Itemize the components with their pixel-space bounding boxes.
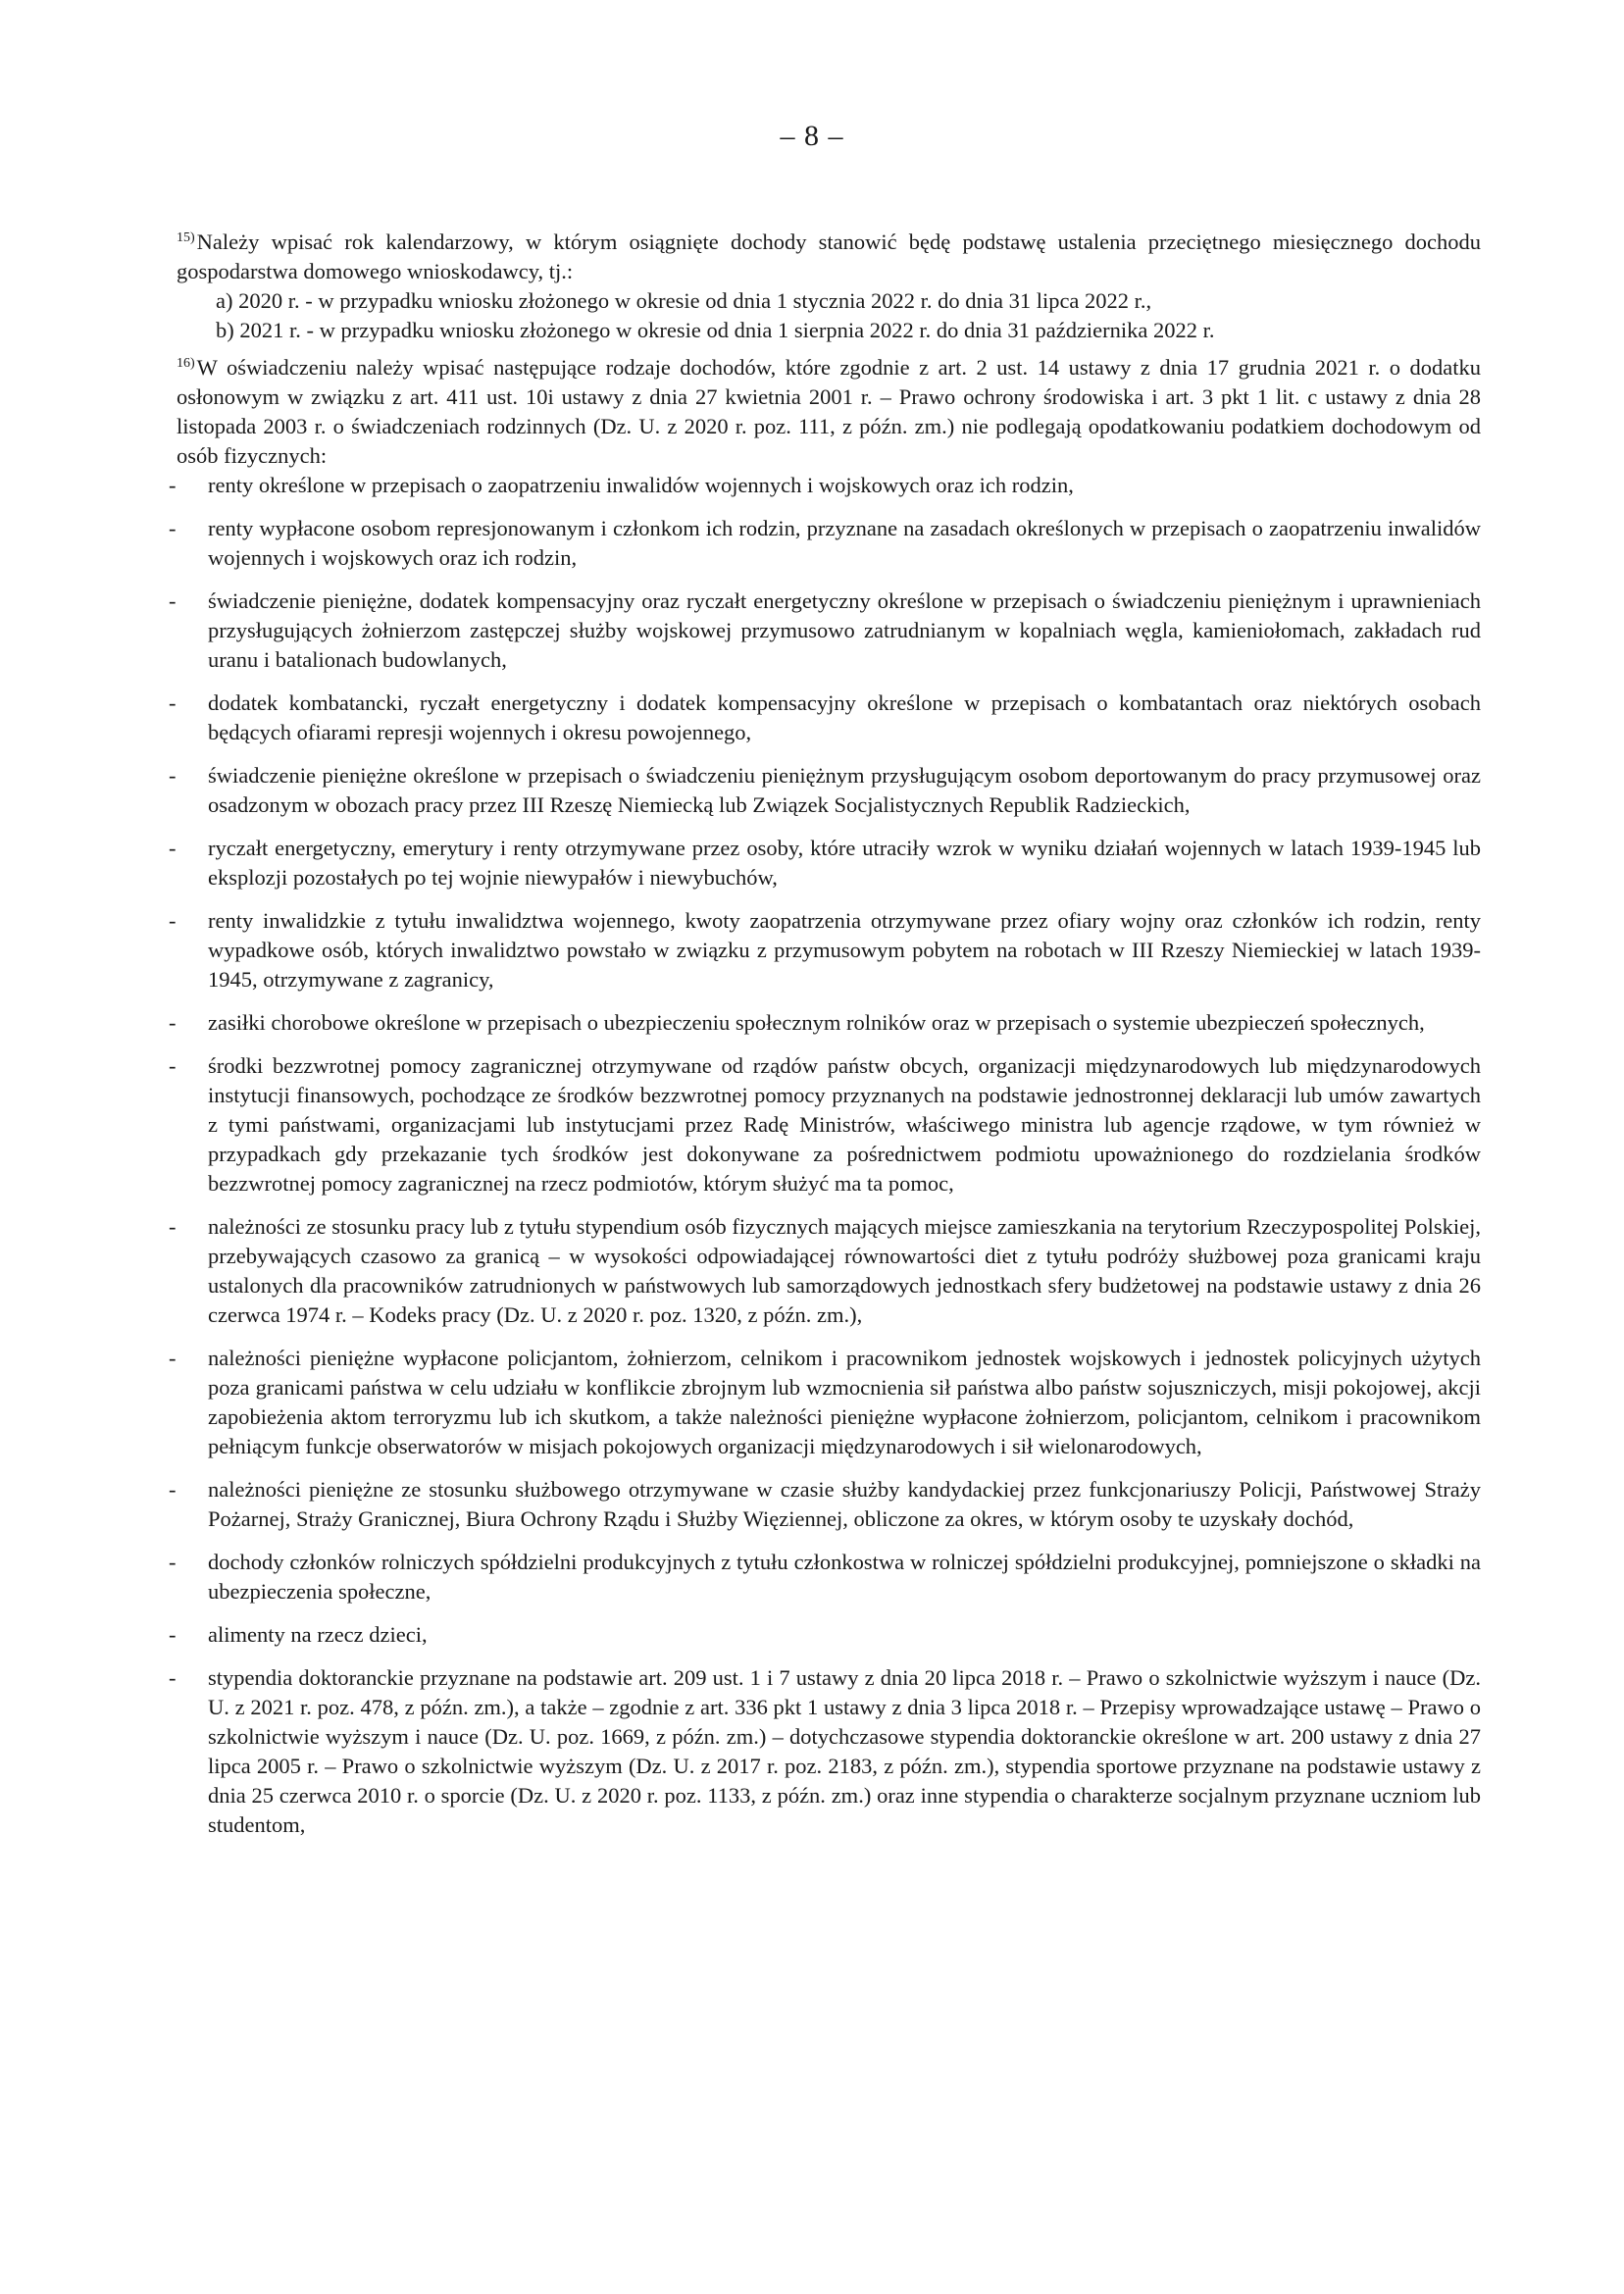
list-item: - ryczałt energetyczny, emerytury i renty otrzymywane przez osoby, które utraciły wzrok w wyniku działań wojennych w latach 1939-1945 lub eksplozji pozostałych po tej wojnie niewypałów i niewybuchów, xyxy=(177,834,1481,892)
list-item: - należności pieniężne wypłacone policjantom, żołnierzom, celnikom i pracownikom jednostek wojskowych i jednostek policyjnych użytych poza granicami państwa w celu udziału w konflikcie zbrojnym lub wzmocnienia sił państwa albo państw sojuszniczych, misji pokojowej, akcji zapobieżenia aktom terroryzmu lub ich skutkom, a także należności pieniężne wypłacone żołnierzom, policjantom, celnikom i pracownikom pełniącym funkcje obserwatorów w misjach pokojowych organizacji międzynarodowych i sił wielonarodowych, xyxy=(177,1344,1481,1461)
page-number: – 8 – xyxy=(780,120,844,152)
footnote-15 xyxy=(177,228,1481,286)
footnote-16 xyxy=(177,353,1481,471)
list-item: - należności pieniężne ze stosunku służbowego otrzymywane w czasie służby kandydackiej przez funkcjonariuszy Policji, Państwowej Straży Pożarnej, Straży Granicznej, Biura Ochrony Rządu i Służby Więziennej, obliczone za okres, w którym osoby te uzyskały dochód, xyxy=(177,1475,1481,1534)
footnote-option: b) 2021 r. - w przypadku wniosku złożonego w okresie od dnia 1 sierpnia 2022 r. do dnia 31 października 2022 r. xyxy=(216,318,1215,342)
footnote-marker: 15) xyxy=(177,230,195,245)
list-item: - dochody członków rolniczych spółdzielni produkcyjnych z tytułu członkostwa w rolniczej spółdzielni produkcyjnej, pomniejszone o składki na ubezpieczenia społeczne, xyxy=(177,1548,1481,1606)
list-item: - dodatek kombatancki, ryczałt energetyczny i dodatek kompensacyjny określone w przepisach o kombatantach oraz niektórych osobach będących ofiarami represji wojennych i okresu powojennego, xyxy=(177,688,1481,747)
footnote-option: a) 2020 r. - w przypadku wniosku złożonego w okresie od dnia 1 stycznia 2022 r. do dnia 31 lipca 2022 r., xyxy=(216,288,1152,313)
footnote-text: W oświadczeniu należy wpisać następujące rodzaje dochodów, które zgodnie z art. 2 ust. 14 ustawy z dnia 17 grudnia 2021 r. o dodatku osłonowym w związku z art. 411 ust. 10i ustawy z dnia 27 kwietnia 2001 r. – Prawo ochrony środowiska i art. 3 pkt 1 lit. c ustawy z dnia 28 listopada 2003 r. o świadczeniach rodzinnych (Dz. U. z 2020 r. poz. 111, z późn. zm.) nie podlegają opodatkowaniu podatkiem dochodowym od osób fizycznych: xyxy=(177,355,1481,468)
income-list xyxy=(177,471,1481,1840)
list-item: - należności ze stosunku pracy lub z tytułu stypendium osób fizycznych mających miejsce zamieszkania na terytorium Rzeczypospolitej Polskiej, przebywających czasowo za granicą – w wysokości odpowiadającej równowartości diet z tytułu podróży służbowej poza granicami kraju ustalonych dla pracowników zatrudnionych w państwowych lub samorządowych jednostkach sfery budżetowej na podstawie ustawy z dnia 26 czerwca 1974 r. – Kodeks pracy (Dz. U. z 2020 r. poz. 1320, z późn. zm.), xyxy=(177,1212,1481,1330)
list-item: - środki bezzwrotnej pomocy zagranicznej otrzymywane od rządów państw obcych, organizacji międzynarodowych lub międzynarodowych instytucji finansowych, pochodzące ze środków bezzwrotnej pomocy przyznanych na podstawie jednostronnej deklaracji lub umów zawartych z tymi państwami, organizacjami lub instytucjami przez Radę Ministrów, właściwego ministra lub agencje rządowe, w tym również w przypadkach gdy przekazanie tych środków jest dokonywane za pośrednictwem podmiotu upoważnionego do rozdzielania środków bezzwrotnej pomocy zagranicznej na rzecz podmiotów, którym służyć ma ta pomoc, xyxy=(177,1051,1481,1198)
list-item: - renty określone w przepisach o zaopatrzeniu inwalidów wojennych i wojskowych oraz ich rodzin, xyxy=(177,471,1481,500)
list-item: - świadczenie pieniężne określone w przepisach o świadczeniu pieniężnym przysługującym osobom deportowanym do pracy przymusowej oraz osadzonym w obozach pracy przez III Rzeszę Niemiecką lub Związek Socjalistycznych Republik Radzieckich, xyxy=(177,761,1481,820)
list-item: - alimenty na rzecz dzieci, xyxy=(177,1620,1481,1650)
document-body xyxy=(177,228,1481,1840)
list-item: - zasiłki chorobowe określone w przepisach o ubezpieczeniu społecznym rolników oraz w przepisach o systemie ubezpieczeń społecznych, xyxy=(177,1008,1481,1038)
list-item: - renty wypłacone osobom represjonowanym i członkom ich rodzin, przyznane na zasadach określonych w przepisach o zaopatrzeniu inwalidów wojennych i wojskowych oraz ich rodzin, xyxy=(177,514,1481,573)
footnote-text: Należy wpisać rok kalendarzowy, w którym osiągnięte dochody stanowić będę podstawę ustalenia przeciętnego miesięcznego dochodu gospodarstwa domowego wnioskodawcy, tj.: xyxy=(177,229,1481,283)
list-item: - świadczenie pieniężne, dodatek kompensacyjny oraz ryczałt energetyczny określone w przepisach o świadczeniu pieniężnym i uprawnieniach przysługujących żołnierzom zastępczej służby wojskowej przymusowo zatrudnianym w kopalniach węgla, kamieniołomach, zakładach rud uranu i batalionach budowlanych, xyxy=(177,586,1481,675)
list-item: - stypendia doktoranckie przyznane na podstawie art. 209 ust. 1 i 7 ustawy z dnia 20 lipca 2018 r. – Prawo o szkolnictwie wyższym i nauce (Dz. U. z 2021 r. poz. 478, z późn. zm.), a także – zgodnie z art. 336 pkt 1 ustawy z dnia 3 lipca 2018 r. – Przepisy wprowadzające ustawę – Prawo o szkolnictwie wyższym i nauce (Dz. U. poz. 1669, z późn. zm.) – dotychczasowe stypendia doktoranckie określone w art. 200 ustawy z dnia 27 lipca 2005 r. – Prawo o szkolnictwie wyższym (Dz. U. z 2017 r. poz. 2183, z późn. zm.), stypendia sportowe przyznane na podstawie ustawy z dnia 25 czerwca 2010 r. o sporcie (Dz. U. z 2020 r. poz. 1133, z późn. zm.) oraz inne stypendia o charakterze socjalnym przyznane uczniom lub studentom, xyxy=(177,1663,1481,1840)
footnote-marker: 16) xyxy=(177,356,195,371)
list-item: - renty inwalidzkie z tytułu inwalidztwa wojennego, kwoty zaopatrzenia otrzymywane przez ofiary wojny oraz członków ich rodzin, renty wypadkowe osób, których inwalidztwo powstało w związku z przymusowym pobytem na robotach w III Rzeszy Niemieckiej w latach 1939-1945, otrzymywane z zagranicy, xyxy=(177,906,1481,994)
